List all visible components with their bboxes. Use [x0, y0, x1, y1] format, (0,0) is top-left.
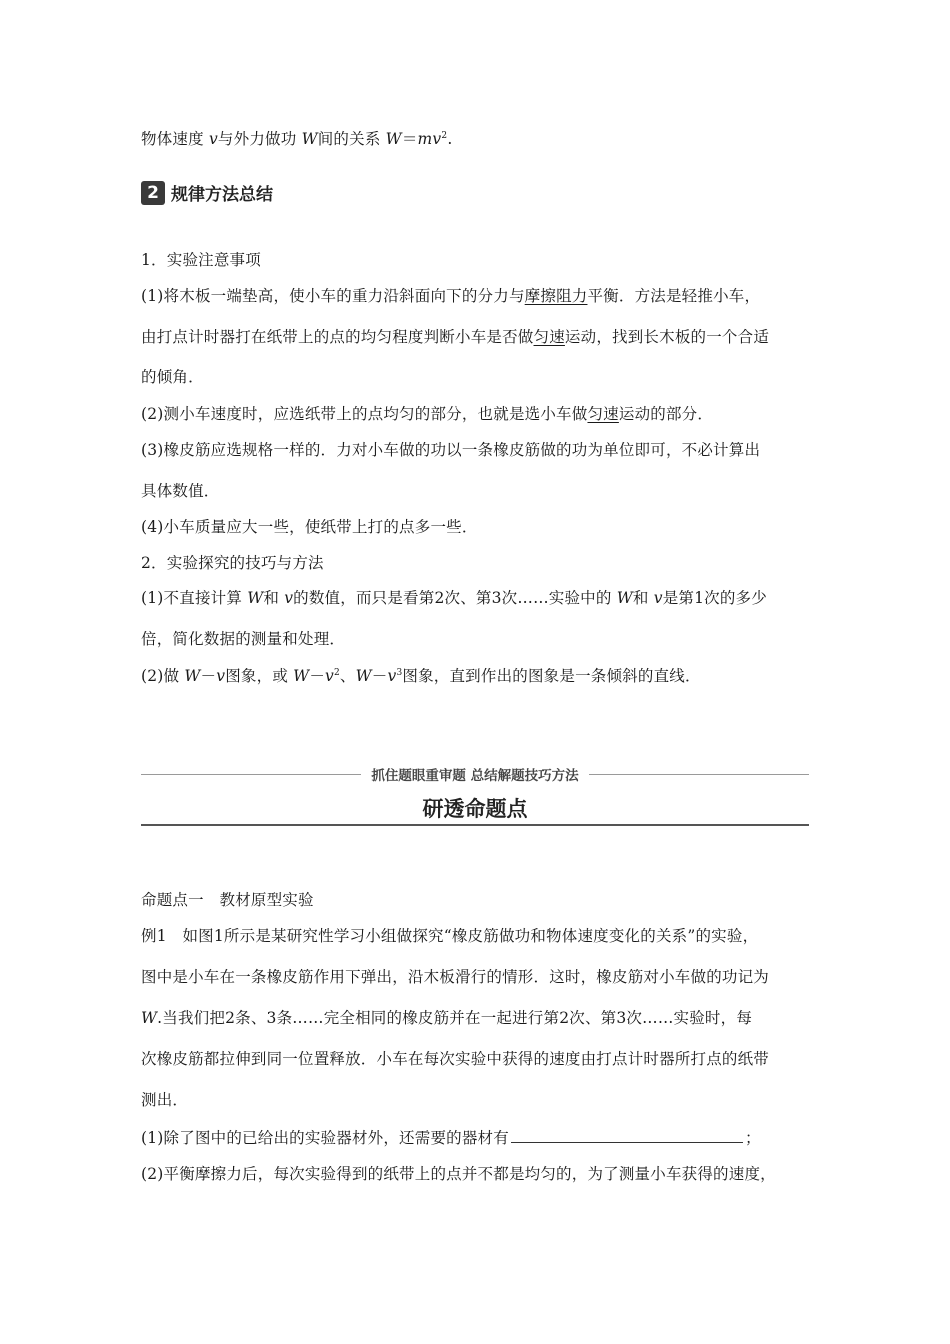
tip-text: 和 — [632, 589, 649, 607]
section-number-badge: 2 — [141, 181, 165, 205]
var-mv: mv — [417, 130, 442, 148]
rule-2 — [141, 402, 713, 424]
rule-3-line-1: (3)橡皮筋应选规格一样的．力对小车做的功以一条橡皮筋做的功为单位即可，不必计算出 — [141, 441, 761, 459]
tip-2 — [141, 664, 701, 686]
banner-rule-left — [141, 774, 361, 775]
tip-text: 和 — [263, 589, 280, 607]
minus-sign: － — [309, 667, 326, 685]
banner-title: 研透命题点 — [422, 797, 528, 821]
minus-sign: － — [371, 667, 388, 685]
banner-row — [141, 764, 809, 784]
intro-line — [141, 127, 452, 149]
tip-text: (1)不直接计算 — [141, 589, 243, 607]
var-w: W — [355, 667, 372, 685]
topic-heading: 命题点一 教材原型实验 — [141, 891, 314, 909]
rule-text: (2)测小车速度时，应选纸带上的点均匀的部分，也就是选小车做 — [141, 405, 588, 423]
tip-text: 的数值，而只是看第2次、第3次……实验中的 — [293, 589, 612, 607]
section-title: 规律方法总结 — [171, 185, 273, 205]
tip-1-line-1 — [141, 586, 767, 608]
rules-heading-1: 1．实验注意事项 — [141, 251, 261, 269]
subquestion-1 — [141, 1126, 761, 1148]
var-w: W — [293, 667, 310, 685]
subquestion-text: (1)除了图中的已给出的实验器材外，还需要的器材有 — [141, 1129, 509, 1147]
tip-text: 是第1次的多少 — [662, 589, 767, 607]
tip-text: 图象，或 — [225, 667, 289, 685]
rules-heading-2: 2．实验探究的技巧与方法 — [141, 554, 324, 572]
superscript: 3 — [396, 667, 403, 678]
superscript: 2 — [333, 667, 340, 678]
example-line-5: 测出． — [141, 1091, 189, 1109]
rule-1-line-2 — [141, 325, 769, 347]
rule-4: (4)小车质量应大一些，使纸带上打的点多一些． — [141, 518, 478, 536]
period: . — [447, 130, 453, 148]
example-line-1: 例1 如图1所示是某研究性学习小组做探究“橡皮筋做功和物体速度变化的关系”的实验， — [141, 927, 759, 945]
section-heading — [141, 180, 273, 205]
underlined-term: 摩擦阻力 — [524, 287, 588, 305]
intro-text: 与外力做功 — [217, 130, 297, 148]
rule-text: 由打点计时器打在纸带上的点的均匀程度判断小车是否做 — [141, 328, 534, 346]
rule-1-line-1 — [141, 284, 760, 306]
minus-sign: － — [200, 667, 217, 685]
var-v: v — [387, 667, 397, 685]
example-line-4: 次橡皮筋都拉伸到同一位置释放．小车在每次实验中获得的速度由打点计时器所打点的纸带 — [141, 1050, 770, 1068]
equals-sign: ＝ — [401, 130, 418, 148]
example-line-3 — [141, 1006, 752, 1028]
rule-3-line-2: 具体数值． — [141, 482, 220, 500]
tip-text: 图象，直到作出的图象是一条倾斜的直线． — [402, 667, 701, 685]
var-w: W — [385, 130, 402, 148]
banner-subtitle: 抓住题眼重审题 总结解题技巧方法 — [371, 768, 579, 784]
rule-text: 平衡．方法是轻推小车， — [587, 287, 761, 305]
var-w: W — [301, 130, 318, 148]
tip-text: 、 — [339, 667, 356, 685]
var-w: W — [141, 1009, 158, 1027]
var-v: v — [325, 667, 334, 685]
answer-blank[interactable] — [511, 1128, 743, 1143]
var-w: W — [184, 667, 201, 685]
var-v: v — [216, 667, 226, 685]
tip-text: (2)做 — [141, 667, 180, 685]
rule-text: 运动，找到长木板的一个合适 — [564, 328, 770, 346]
var-w: W — [616, 589, 633, 607]
banner-rule-right — [589, 774, 809, 775]
subquestion-text: ； — [744, 1129, 761, 1147]
rule-text: 运动的部分． — [618, 405, 714, 423]
var-v: v — [284, 589, 294, 607]
var-v: v — [208, 130, 218, 148]
rule-1-line-3: 的倾角． — [141, 368, 204, 386]
tip-1-line-2: 倍，简化数据的测量和处理． — [141, 630, 346, 648]
superscript: 2 — [441, 130, 448, 141]
example-text: .当我们把2条、3条……完全相同的橡皮筋并在一起进行第2次、第3次……实验时，每 — [157, 1009, 753, 1027]
subquestion-2: (2)平衡摩擦力后，每次实验得到的纸带上的点并不都是均匀的，为了测量小车获得的速度， — [141, 1165, 776, 1183]
var-w: W — [247, 589, 264, 607]
intro-text: 物体速度 — [141, 130, 204, 148]
rule-text: (1)将木板一端垫高，使小车的重力沿斜面向下的分力与 — [141, 287, 525, 305]
underlined-term: 匀速 — [533, 328, 565, 346]
underlined-term: 匀速 — [587, 405, 619, 423]
example-line-2: 图中是小车在一条橡皮筋作用下弹出，沿木板滑行的情形．这时，橡皮筋对小车做的功记为 — [141, 968, 770, 986]
intro-text: 间的关系 — [317, 130, 381, 148]
banner-underline — [141, 824, 809, 826]
var-v: v — [653, 589, 663, 607]
